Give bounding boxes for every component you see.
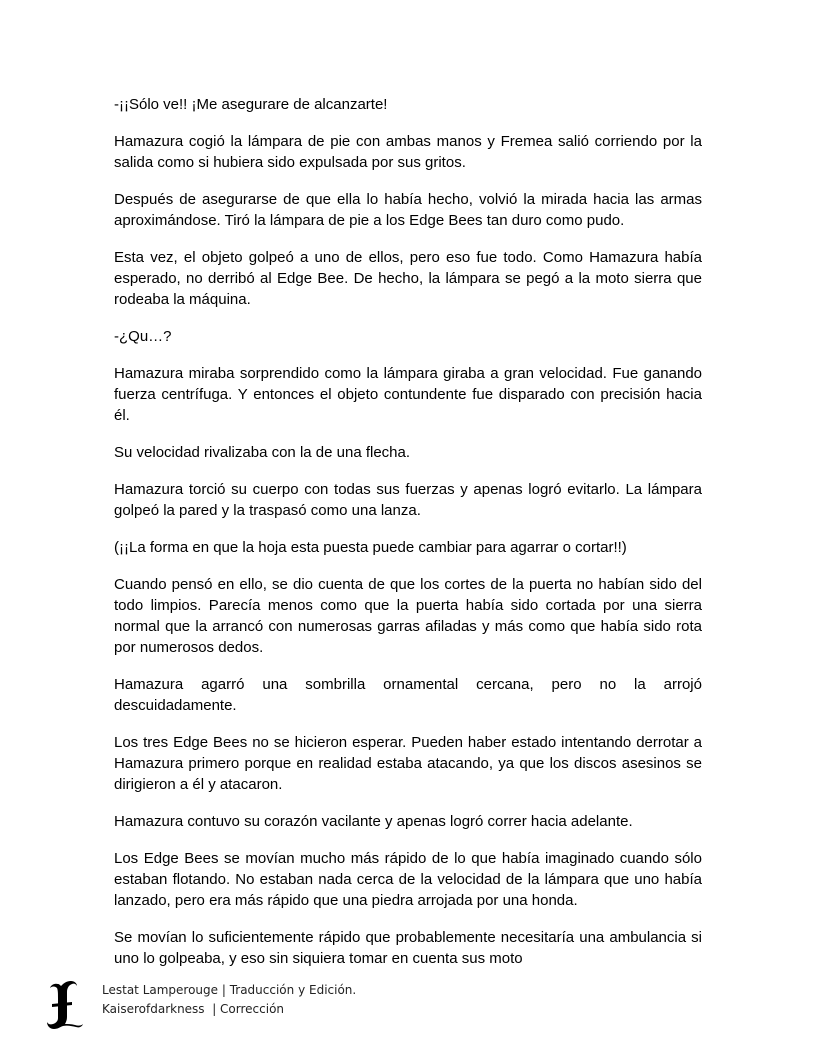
paragraph: Cuando pensó en ello, se dio cuenta de que los cortes de la puerta no habían sido del todo limpios. Parecía menos como que la puerta había sido cortada por una sierra normal que la arrancó con numerosas garras afiladas y más como que había sido rota por numerosos dedos. bbox=[114, 576, 702, 656]
paragraph: -¡¡Sólo ve!! ¡Me asegurare de alcanzarte! bbox=[114, 96, 388, 113]
paragraph: Esta vez, el objeto golpeó a uno de ellos, pero eso fue todo. Como Hamazura había esperado, no derribó al Edge Bee. De hecho, la lámpara se pegó a la moto sierra que rodeaba la máquina. bbox=[114, 249, 702, 308]
paragraph: Hamazura cogió la lámpara de pie con ambas manos y Fremea salió corriendo por la salida como si hubiera sido expulsada por sus gritos. bbox=[114, 133, 702, 171]
paragraph: Hamazura miraba sorprendido como la lámpara giraba a gran velocidad. Fue ganando fuerza centrífuga. Y entonces el objeto contundente fue disparado con precisión hacia él. bbox=[114, 365, 702, 424]
paragraph: Su velocidad rivalizaba con la de una flecha. bbox=[114, 444, 411, 461]
paragraph: -¿Qu…? bbox=[114, 328, 172, 345]
paragraph: Hamazura agarró una sombrilla ornamental cercana, pero no la arrojó descuidadamente. bbox=[114, 676, 702, 714]
credit-translation: Lestat Lamperouge | Traducción y Edición. bbox=[102, 983, 357, 997]
document-body bbox=[114, 94, 702, 985]
page-footer bbox=[46, 980, 446, 1030]
gothic-letter-l-logo-icon bbox=[46, 980, 84, 1030]
credits bbox=[102, 981, 356, 1019]
paragraph: Hamazura torció su cuerpo con todas sus fuerzas y apenas logró evitarlo. La lámpara golpeó la pared y la traspasó como una lanza. bbox=[114, 481, 702, 519]
paragraph: Los Edge Bees se movían mucho más rápido de lo que había imaginado cuando sólo estaban flotando. No estaban nada cerca de la velocidad de la lámpara que uno había lanzado, pero era más rápido que una piedra arrojada por una honda. bbox=[114, 850, 702, 909]
credit-correction: Kaiserofdarkness | Corrección bbox=[102, 1002, 285, 1016]
paragraph: Después de asegurarse de que ella lo había hecho, volvió la mirada hacia las armas aproximándose. Tiró la lámpara de pie a los Edge Bees tan duro como pudo. bbox=[114, 191, 702, 229]
paragraph: Los tres Edge Bees no se hicieron esperar. Pueden haber estado intentando derrotar a Hamazura primero porque en realidad estaba atacando, ya que los discos asesinos se dirigieron a él y atacaron. bbox=[114, 734, 702, 793]
paragraph: (¡¡La forma en que la hoja esta puesta puede cambiar para agarrar o cortar!!) bbox=[114, 539, 627, 556]
paragraph: Hamazura contuvo su corazón vacilante y apenas logró correr hacia adelante. bbox=[114, 813, 633, 830]
paragraph: Se movían lo suficientemente rápido que probablemente necesitaría una ambulancia si uno lo golpeaba, y eso sin siquiera tomar en cuenta sus moto bbox=[114, 929, 702, 967]
